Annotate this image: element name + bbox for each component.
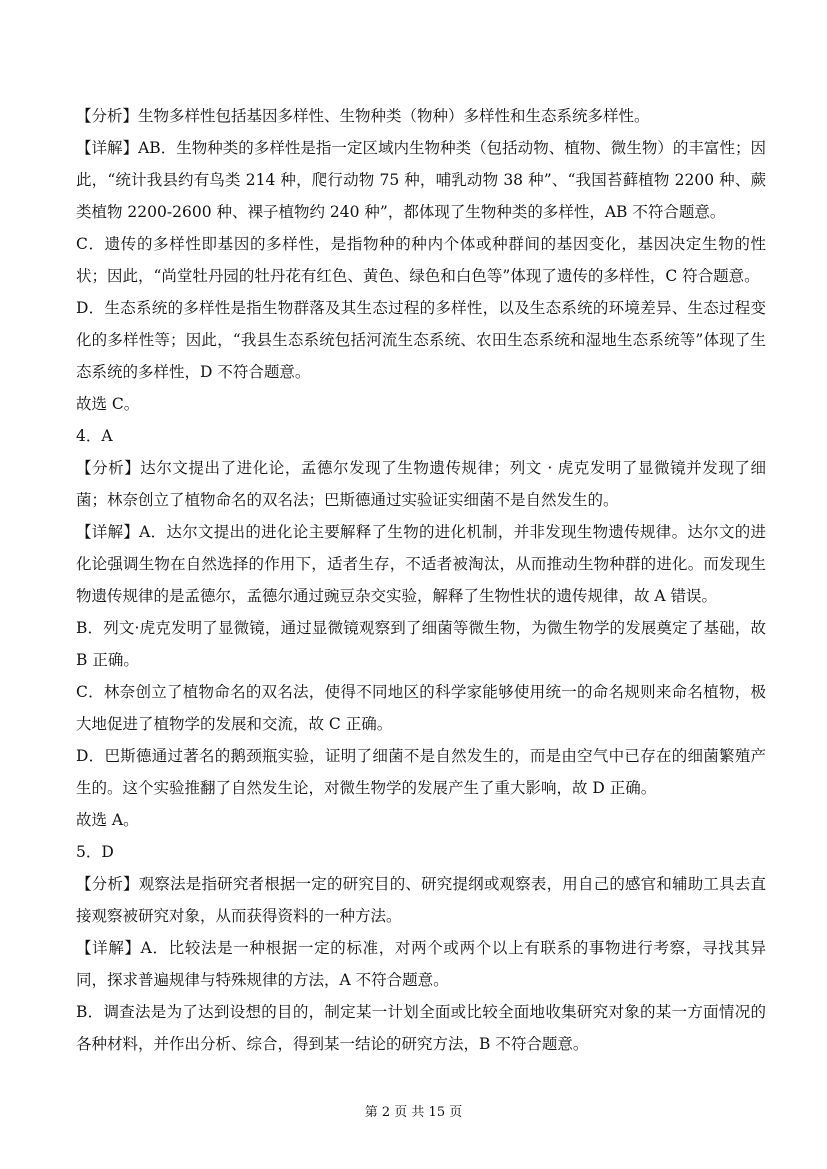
paragraph-answer-3: 故选 C。 xyxy=(76,395,140,413)
paragraph-analysis-5: 【分析】观察法是指研究者根据一定的研究目的、研究提纲或观察表，用自己的感官和辅助工具去直接观察被研究对象，从而获得资料的一种方法。 xyxy=(76,875,766,925)
question-4-answer: 4．A xyxy=(76,427,113,445)
paragraph-analysis-4: 【分析】达尔文提出了进化论，孟德尔发现了生物遗传规律；列文 · 虎克发明了显微镜并发现了细菌；林奈创立了植物命名的双名法；巴斯德通过实验证实细菌不是自然发生的。 xyxy=(76,459,766,509)
paragraph-answer-4: 故选 A。 xyxy=(76,811,139,829)
paragraph-detail-5-b: B．调查法是为了达到设想的目的，制定某一计划全面或比较全面地收集研究对象的某一方面情况的各种材料，并作出分析、综合，得到某一结论的研究方法，B 不符合题意。 xyxy=(76,1003,766,1053)
paragraph-detail-3-ab: 【详解】AB．生物种类的多样性是指一定区域内生物种类（包括动物、植物、微生物）的丰富性；因此，“统计我县约有鸟类 214 种，爬行动物 75 种，哺乳动物 38 种”、“我国苔藓植物 2200 种、蕨类植物 2200-2600 种、裸子植物约 240 种”，都体现了生物种类的多样性，AB 不符合题意。 xyxy=(76,139,766,221)
paragraph-detail-5-a: 【详解】A．比较法是一种根据一定的标准，对两个或两个以上有联系的事物进行考察，寻找其异同，探求普遍规律与特殊规律的方法，A 不符合题意。 xyxy=(76,939,766,989)
paragraph-detail-4-d: D．巴斯德通过著名的鹅颈瓶实验，证明了细菌不是自然发生的，而是由空气中已存在的细菌繁殖产生的。这个实验推翻了自然发生论，对微生物学的发展产生了重大影响，故 D 正确。 xyxy=(76,747,766,797)
paragraph-analysis-3: 【分析】生物多样性包括基因多样性、生物种类（物种）多样性和生态系统多样性。 xyxy=(76,107,650,125)
paragraph-detail-4-a: 【详解】A．达尔文提出的进化论主要解释了生物的进化机制，并非发现生物遗传规律。达尔文的进化论强调生物在自然选择的作用下，适者生存，不适者被淘汰，从而推动生物种群的进化。而发现生物遗传规律的是孟德尔，孟德尔通过豌豆杂交实验，解释了生物性状的遗传规律，故 A 错误。 xyxy=(76,523,766,605)
paragraph-detail-3-d: D．生态系统的多样性是指生物群落及其生态过程的多样性，以及生态系统的环境差异、生态过程变化的多样性等；因此，“我县生态系统包括河流生态系统、农田生态系统和湿地生态系统等”体现了生态系统的多样性，D 不符合题意。 xyxy=(76,299,766,381)
paragraph-detail-4-b: B．列文·虎克发明了显微镜，通过显微镜观察到了细菌等微生物，为微生物学的发展奠定了基础，故 B 正确。 xyxy=(76,619,766,669)
question-5-answer: 5．D xyxy=(76,843,114,861)
paragraph-detail-4-c: C．林奈创立了植物命名的双名法，使得不同地区的科学家能够使用统一的命名规则来命名植物，极大地促进了植物学的发展和交流，故 C 正确。 xyxy=(76,683,766,733)
document-body xyxy=(76,100,766,1060)
page-footer: 第 2 页 共 15 页 xyxy=(364,1105,463,1120)
paragraph-detail-3-c: C．遗传的多样性即基因的多样性，是指物种的种内个体或种群间的基因变化，基因决定生物的性状；因此，“尚堂牡丹园的牡丹花有红色、黄色、绿色和白色等”体现了遗传的多样性，C 符合题意。 xyxy=(76,235,766,285)
